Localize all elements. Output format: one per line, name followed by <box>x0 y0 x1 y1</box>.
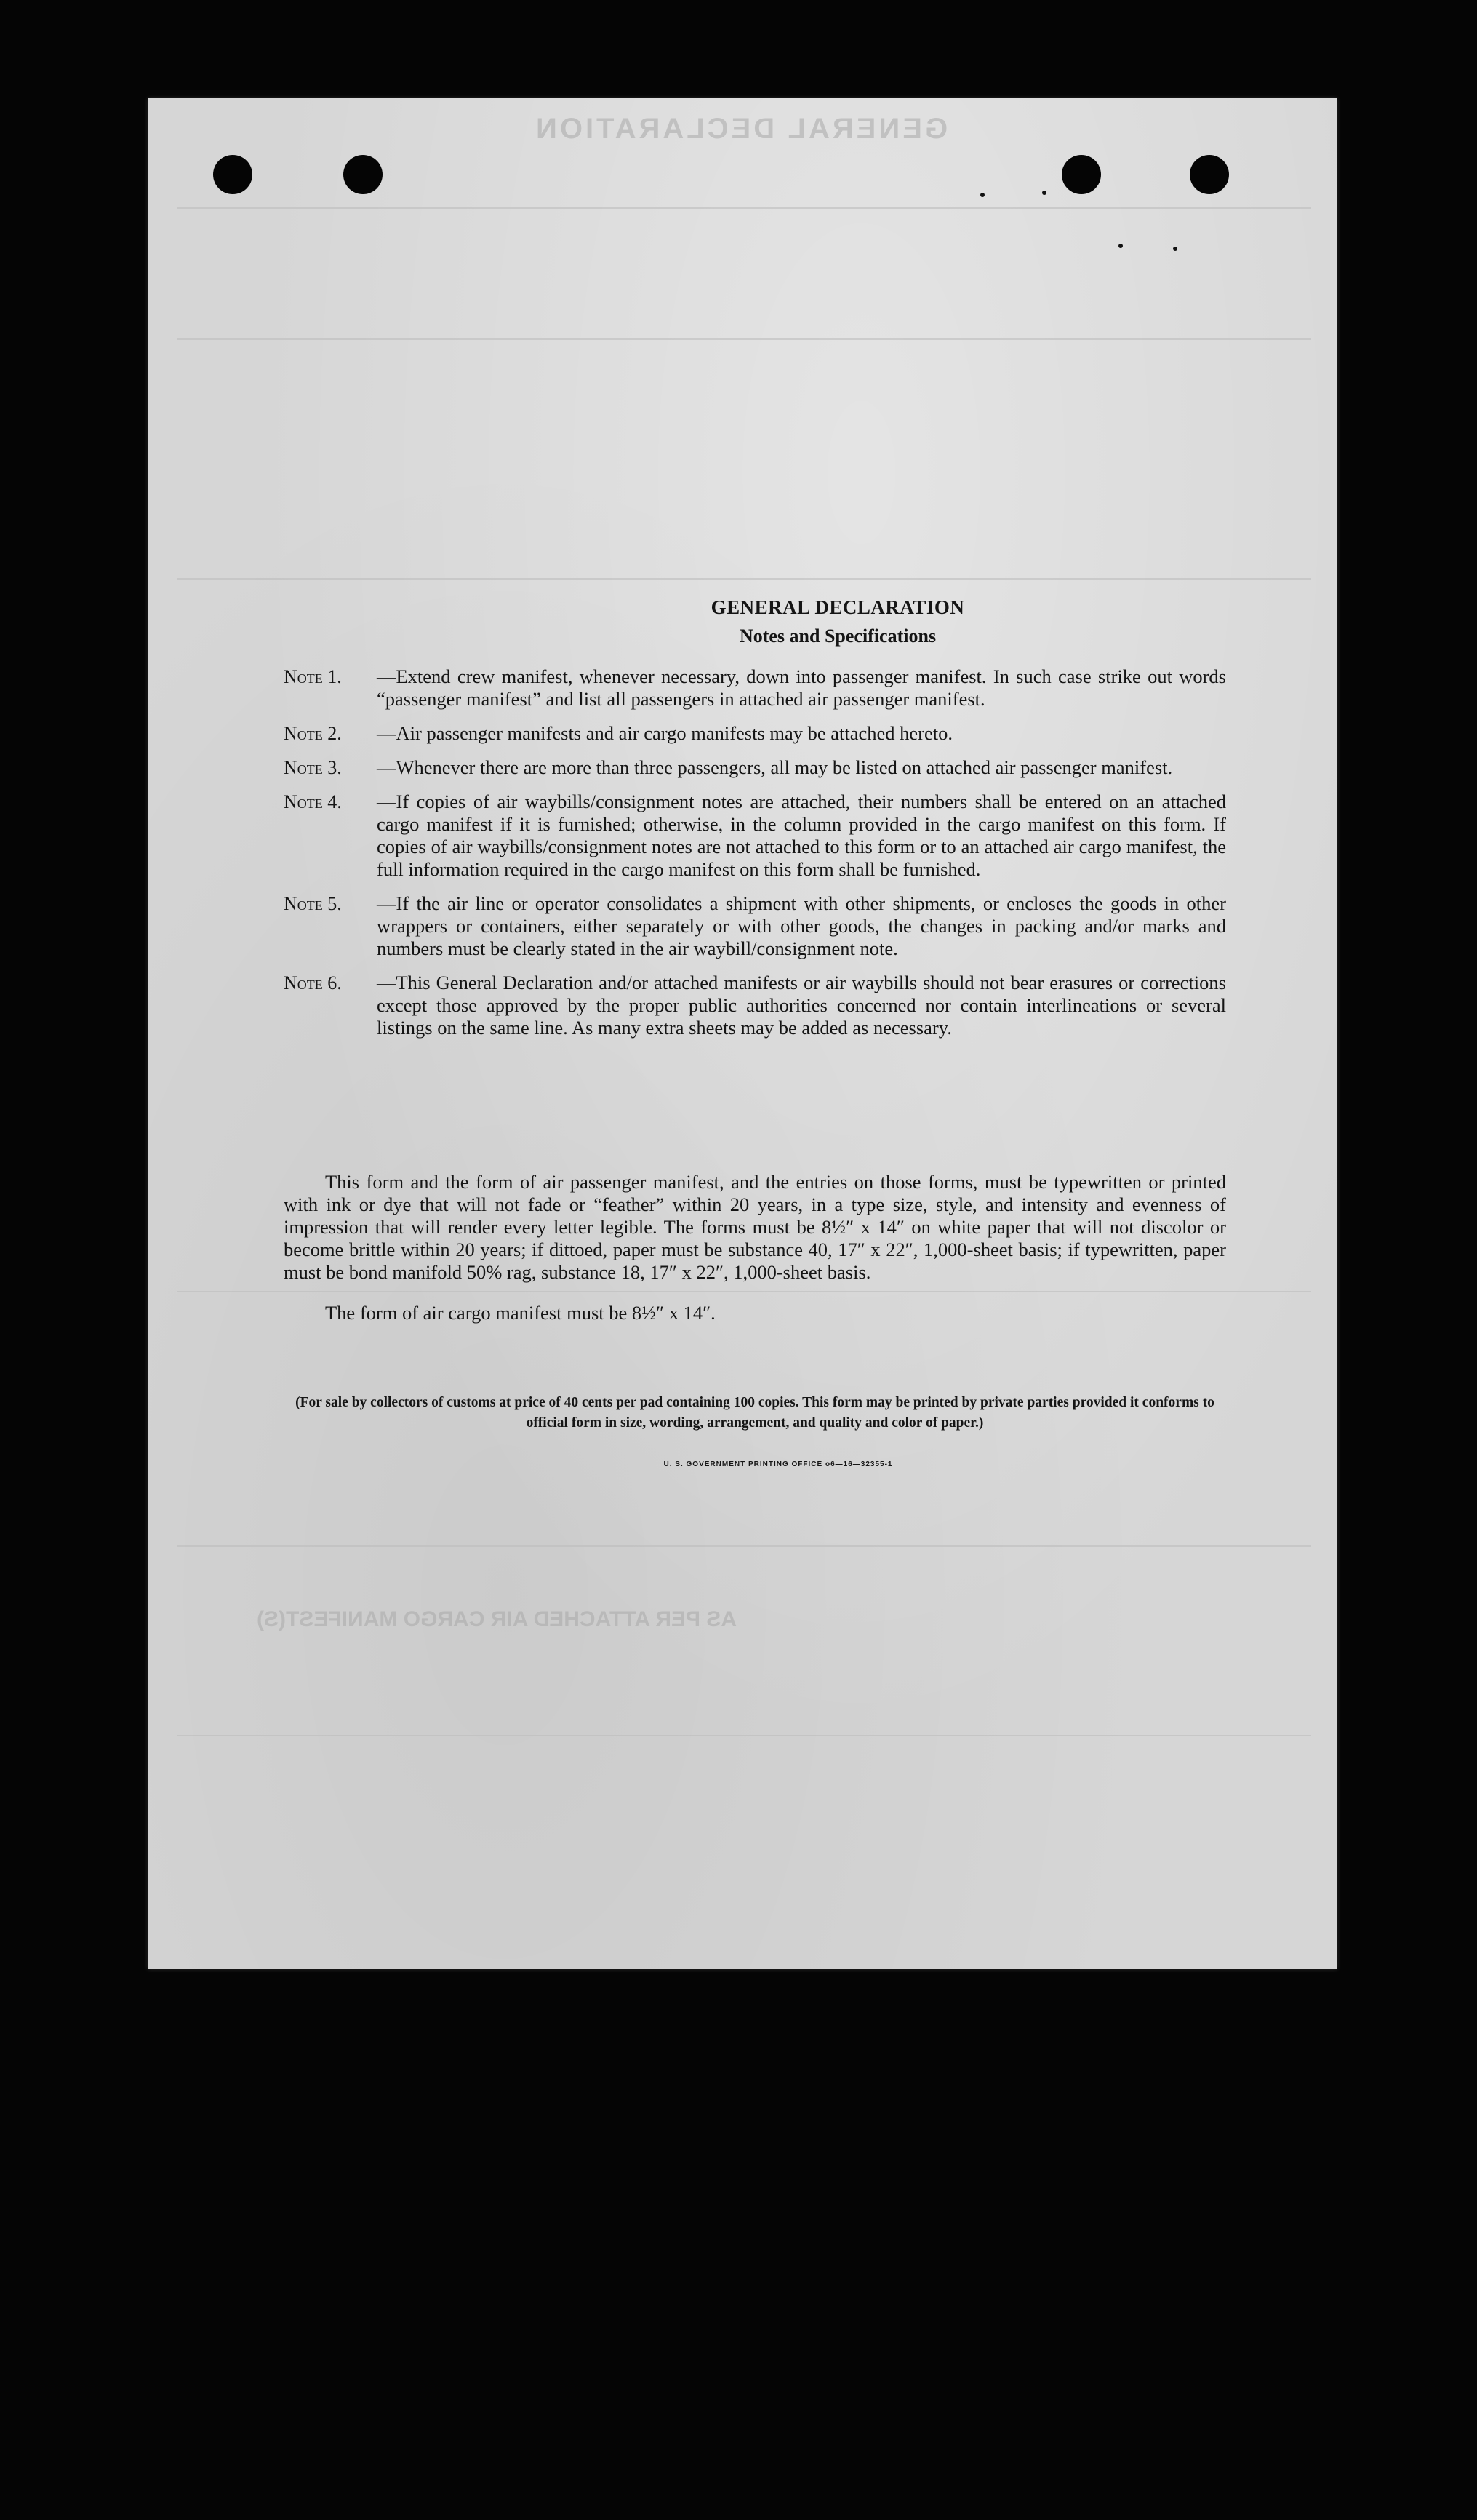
note-4 <box>284 791 1226 881</box>
punch-hole <box>343 155 383 194</box>
note-text: —Air passenger manifests and air cargo manifests may be attached hereto. <box>377 722 953 744</box>
punch-hole <box>1190 155 1229 194</box>
punch-hole <box>1062 155 1101 194</box>
note-text: —If copies of air waybills/consignment notes are attached, their numbers shall be entered on an attached cargo manifest if it is furnished; otherwise, in the column provided in the cargo manifest on this form. If copies of air waybills/consignment notes are not attached to this form or to an attached air cargo manifest, the full information required in the cargo manifest on this form shall be furnished. <box>377 791 1226 880</box>
show-through-rule <box>177 338 1311 340</box>
note-text: —If the air line or operator consolidates a shipment with other shipments, or encloses the goods in other wrappers or containers, either separately or with other goods, the changes in packing and/or marks and numbers must be clearly stated in the air waybill/consignment note. <box>377 892 1226 959</box>
note-text: —Whenever there are more than three passengers, all may be listed on attached air passenger manifest. <box>377 756 1173 778</box>
note-label: Note 2. <box>284 723 342 744</box>
note-label: Note 5. <box>284 893 342 914</box>
ink-speck <box>1042 191 1046 195</box>
notes-list <box>284 665 1226 1051</box>
note-text: —This General Declaration and/or attached manifests or air waybills should not bear erasures or corrections except those approved by the proper public authorities concerned nor contain interlineations or several listings on the same line. As many extra sheets may be added as necessary. <box>377 972 1226 1039</box>
show-through-text: AS PER ATTACHED AIR CARGO MANIFEST(S) <box>257 1607 737 1631</box>
ink-speck <box>980 193 985 197</box>
document-page <box>148 98 1337 1969</box>
printer-imprint: U. S. GOVERNMENT PRINTING OFFICE o6—16—32355-1 <box>663 1460 893 1468</box>
note-label: Note 4. <box>284 791 342 812</box>
note-label: Note 6. <box>284 972 342 993</box>
note-2 <box>284 722 1226 745</box>
note-6 <box>284 972 1226 1039</box>
show-through-rule <box>177 1545 1311 1547</box>
show-through-rule <box>177 207 1311 209</box>
show-through-rule <box>177 578 1311 580</box>
page-subtitle: Notes and Specifications <box>739 625 937 647</box>
note-label: Note 1. <box>284 666 342 687</box>
form-requirements-paragraph: This form and the form of air passenger manifest, and the entries on those forms, must be typewritten or printed with ink or dye that will not fade or “feather” within 20 years, in a type size, style, and intensity and evenness of impression that will render every letter legible. The forms must be 8½″ x 14″ on white paper that will not discolor or become brittle within 20 years; if dittoed, paper must be substance 40, 17″ x 22″, 1,000-sheet basis; if typewritten, paper must be bond manifold 50% rag, substance 18, 17″ x 22″, 1,000-sheet basis. <box>284 1171 1226 1283</box>
page-title: GENERAL DECLARATION <box>711 596 965 618</box>
ink-speck <box>1173 247 1177 251</box>
note-text: —Extend crew manifest, whenever necessary, down into passenger manifest. In such case strike out words “passenger manifest” and list all passengers in attached air passenger manifest. <box>377 665 1226 710</box>
show-through-rule <box>177 1735 1311 1736</box>
note-5 <box>284 892 1226 960</box>
show-through-rule <box>177 1291 1311 1292</box>
ink-speck <box>1118 244 1123 248</box>
sale-notice: (For sale by collectors of customs at price of 40 cents per pad containing 100 copies. This form may be printed by private parties provided it conforms to official form in size, wording, arrangement, and quality and color of paper.) <box>295 1395 1214 1431</box>
cargo-manifest-size-line: The form of air cargo manifest must be 8½″ x 14″. <box>325 1302 716 1324</box>
note-3 <box>284 756 1226 779</box>
punch-hole <box>213 155 252 194</box>
note-label: Note 3. <box>284 757 342 778</box>
note-1 <box>284 665 1226 711</box>
show-through-heading: GENERAL DECLARATION <box>533 113 948 145</box>
